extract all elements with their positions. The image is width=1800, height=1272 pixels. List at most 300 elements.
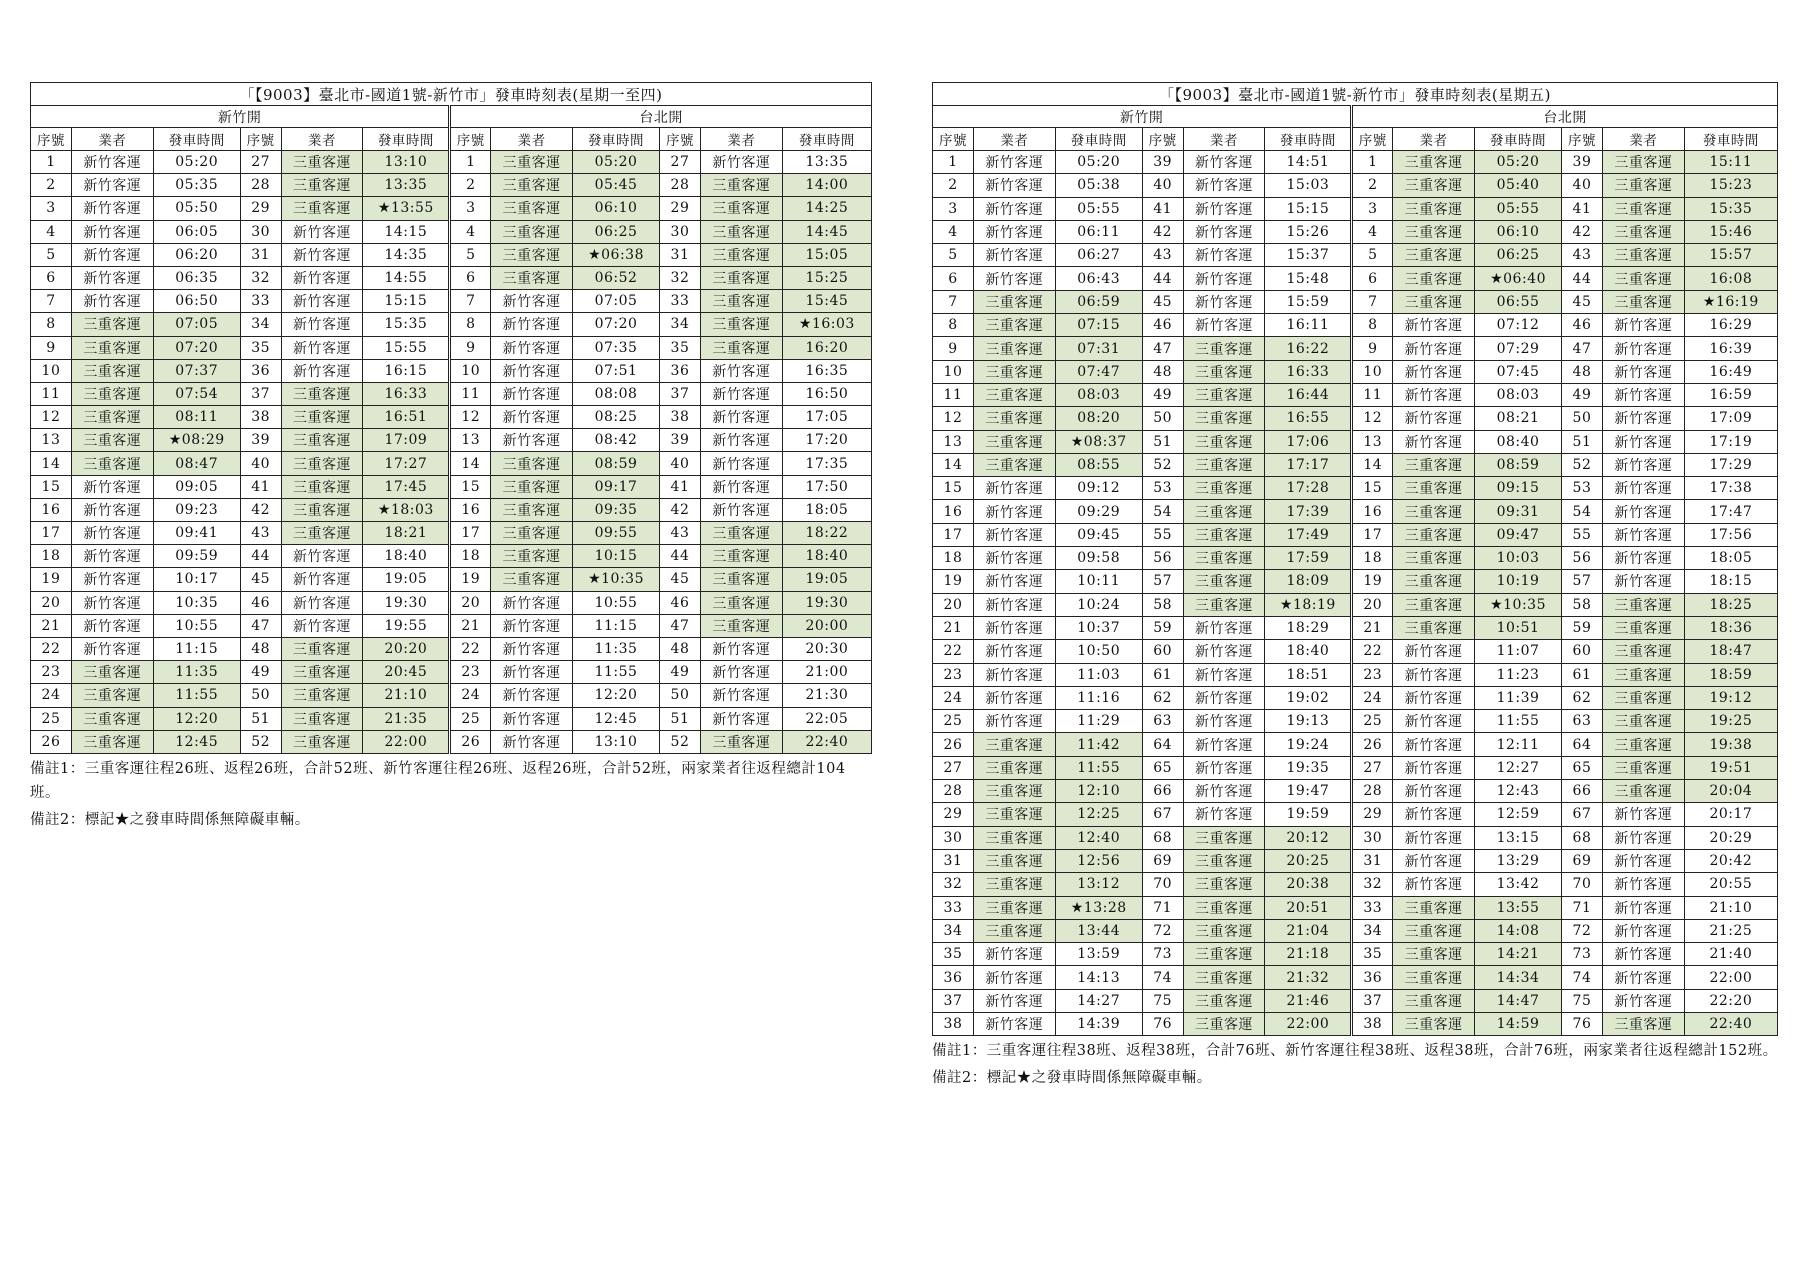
operator-cell: 新竹客運 (1602, 826, 1684, 849)
table-row (933, 197, 1778, 220)
departure-time-cell: 22:00 (1684, 966, 1777, 989)
seq-cell: 12 (933, 407, 974, 430)
timetable (30, 82, 872, 754)
seq-cell: 39 (240, 429, 281, 452)
seq-cell: 29 (240, 197, 281, 220)
departure-time-cell: 18:40 (782, 545, 871, 568)
seq-cell: 18 (31, 545, 72, 568)
departure-time-cell: 10:15 (573, 545, 660, 568)
operator-cell: 三重客運 (973, 453, 1055, 476)
departure-time-cell: 05:50 (153, 197, 240, 220)
departure-time-cell: ★13:28 (1055, 896, 1142, 919)
table-row (933, 826, 1778, 849)
operator-cell: 三重客運 (1183, 360, 1265, 383)
departure-time-cell: 09:05 (153, 475, 240, 498)
departure-time-cell: 12:10 (1055, 780, 1142, 803)
schedule-panel-fri (932, 82, 1778, 1093)
seq-cell: 35 (933, 943, 974, 966)
operator-cell: 三重客運 (1183, 430, 1265, 453)
departure-time-cell: 07:05 (153, 313, 240, 336)
departure-time-cell: 08:03 (1055, 383, 1142, 406)
departure-time-cell: 10:11 (1055, 570, 1142, 593)
table-row (31, 359, 872, 382)
departure-time-cell: 21:00 (782, 661, 871, 684)
departure-time-cell: 13:10 (363, 151, 450, 174)
operator-cell: 三重客運 (71, 429, 153, 452)
seq-cell: 73 (1562, 943, 1603, 966)
departure-time-cell: 18:21 (363, 522, 450, 545)
departure-time-cell: 22:00 (1265, 1012, 1352, 1035)
seq-cell: 32 (660, 266, 701, 289)
seq-cell: 39 (1562, 151, 1603, 174)
operator-cell: 三重客運 (1602, 244, 1684, 267)
seq-cell: 13 (31, 429, 72, 452)
departure-time-cell: 14:35 (363, 243, 450, 266)
seq-cell: 47 (660, 614, 701, 637)
operator-cell: 新竹客運 (1393, 733, 1475, 756)
table-row (933, 290, 1778, 313)
operator-cell: 新竹客運 (1602, 453, 1684, 476)
operator-cell: 三重客運 (1393, 547, 1475, 570)
operator-cell: 三重客運 (281, 707, 363, 730)
note-2: 備註2：標記★之發車時間係無障礙車輛。 (30, 811, 310, 828)
operator-cell: 新竹客運 (281, 243, 363, 266)
operator-cell: 新竹客運 (973, 616, 1055, 639)
operator-cell: 新竹客運 (1393, 640, 1475, 663)
seq-cell: 7 (450, 290, 491, 313)
operator-cell: 新竹客運 (1602, 849, 1684, 872)
seq-cell: 62 (1142, 686, 1183, 709)
seq-cell: 56 (1142, 547, 1183, 570)
operator-cell: 新竹客運 (973, 966, 1055, 989)
operator-cell: 三重客運 (700, 290, 782, 313)
table-row (933, 570, 1778, 593)
departure-time-cell: 07:20 (573, 313, 660, 336)
operator-cell: 三重客運 (1183, 873, 1265, 896)
departure-time-cell: 05:35 (153, 174, 240, 197)
departure-time-cell: 17:56 (1684, 523, 1777, 546)
departure-time-cell: 11:55 (573, 661, 660, 684)
table-row (31, 406, 872, 429)
seq-cell: 10 (933, 360, 974, 383)
departure-time-cell: 07:20 (153, 336, 240, 359)
seq-cell: 20 (31, 591, 72, 614)
table-row (31, 498, 872, 521)
departure-time-cell: 16:20 (782, 336, 871, 359)
table-row (31, 522, 872, 545)
operator-cell: 新竹客運 (700, 684, 782, 707)
operator-cell: 三重客運 (1602, 780, 1684, 803)
operator-cell: 三重客運 (973, 430, 1055, 453)
operator-cell: 三重客運 (1393, 500, 1475, 523)
seq-cell: 66 (1142, 780, 1183, 803)
seq-cell: 66 (1562, 780, 1603, 803)
seq-cell: 18 (933, 547, 974, 570)
seq-cell: 19 (31, 568, 72, 591)
operator-cell: 新竹客運 (1602, 407, 1684, 430)
departure-time-cell: 20:25 (1265, 849, 1352, 872)
departure-time-cell: 12:43 (1475, 780, 1562, 803)
departure-time-cell: 08:08 (573, 382, 660, 405)
departure-time-cell: 15:11 (1684, 151, 1777, 174)
seq-cell: 2 (1352, 174, 1393, 197)
operator-cell: 三重客運 (1393, 943, 1475, 966)
operator-cell: 三重客運 (1393, 919, 1475, 942)
operator-cell: 三重客運 (700, 243, 782, 266)
seq-cell: 68 (1142, 826, 1183, 849)
operator-cell: 新竹客運 (1183, 244, 1265, 267)
operator-cell: 三重客運 (71, 382, 153, 405)
table-row (933, 686, 1778, 709)
departure-time-cell: 15:15 (363, 290, 450, 313)
departure-time-cell: 05:40 (1475, 174, 1562, 197)
seq-cell: 7 (31, 290, 72, 313)
operator-cell: 三重客運 (1183, 570, 1265, 593)
operator-cell: 新竹客運 (973, 1012, 1055, 1035)
departure-time-cell: 19:55 (363, 614, 450, 637)
seq-cell: 24 (1352, 686, 1393, 709)
operator-cell: 三重客運 (973, 733, 1055, 756)
departure-time-cell: 09:17 (573, 475, 660, 498)
departure-time-cell: ★10:35 (573, 568, 660, 591)
column-header: 發車時間 (1475, 128, 1562, 151)
seq-cell: 52 (1562, 453, 1603, 476)
departure-time-cell: 06:25 (1475, 244, 1562, 267)
table-row (933, 943, 1778, 966)
seq-cell: 33 (933, 896, 974, 919)
operator-cell: 三重客運 (1602, 663, 1684, 686)
departure-time-cell: 12:11 (1475, 733, 1562, 756)
departure-time-cell: 15:26 (1265, 220, 1352, 243)
seq-cell: 19 (933, 570, 974, 593)
seq-cell: 44 (660, 545, 701, 568)
seq-cell: 27 (933, 756, 974, 779)
seq-cell: 31 (1352, 849, 1393, 872)
departure-time-cell: 21:32 (1265, 966, 1352, 989)
seq-cell: 37 (240, 382, 281, 405)
departure-time-cell: 05:20 (153, 151, 240, 174)
seq-cell: 32 (1352, 873, 1393, 896)
departure-time-cell: 17:45 (363, 475, 450, 498)
departure-time-cell: 17:27 (363, 452, 450, 475)
operator-cell: 新竹客運 (700, 707, 782, 730)
operator-cell: 三重客運 (700, 614, 782, 637)
departure-time-cell: ★06:38 (573, 243, 660, 266)
operator-cell: 三重客運 (71, 452, 153, 475)
operator-cell: 三重客運 (281, 498, 363, 521)
seq-cell: 21 (450, 614, 491, 637)
seq-cell: 50 (1562, 407, 1603, 430)
departure-time-cell: 17:17 (1265, 453, 1352, 476)
seq-cell: 36 (1352, 966, 1393, 989)
table-row (933, 803, 1778, 826)
operator-cell: 三重客運 (281, 730, 363, 753)
operator-cell: 新竹客運 (491, 591, 573, 614)
departure-time-cell: 10:55 (573, 591, 660, 614)
departure-time-cell: 08:59 (1475, 453, 1562, 476)
seq-cell: 1 (31, 151, 72, 174)
table-row (31, 266, 872, 289)
departure-time-cell: 11:16 (1055, 686, 1142, 709)
departure-time-cell: 08:21 (1475, 407, 1562, 430)
operator-cell: 新竹客運 (491, 359, 573, 382)
departure-time-cell: 16:35 (782, 359, 871, 382)
departure-time-cell: 13:12 (1055, 873, 1142, 896)
operator-cell: 新竹客運 (71, 591, 153, 614)
seq-cell: 24 (450, 684, 491, 707)
operator-cell: 新竹客運 (1183, 267, 1265, 290)
operator-cell: 新竹客運 (491, 661, 573, 684)
departure-time-cell: 18:05 (1684, 547, 1777, 570)
seq-cell: 38 (933, 1012, 974, 1035)
operator-cell: 三重客運 (1393, 896, 1475, 919)
table-row (933, 174, 1778, 197)
seq-cell: 10 (450, 359, 491, 382)
departure-time-cell: 18:51 (1265, 663, 1352, 686)
operator-cell: 新竹客運 (281, 336, 363, 359)
operator-cell: 新竹客運 (1393, 803, 1475, 826)
operator-cell: 三重客運 (491, 475, 573, 498)
seq-cell: 47 (1142, 337, 1183, 360)
seq-cell: 15 (1352, 477, 1393, 500)
seq-cell: 61 (1562, 663, 1603, 686)
direction-label-taipei: 台北開 (450, 106, 872, 128)
departure-time-cell: 07:31 (1055, 337, 1142, 360)
operator-cell: 新竹客運 (1183, 640, 1265, 663)
seq-cell: 12 (31, 406, 72, 429)
operator-cell: 新竹客運 (491, 382, 573, 405)
operator-cell: 三重客運 (281, 429, 363, 452)
operator-cell: 新竹客運 (491, 336, 573, 359)
seq-cell: 3 (1352, 197, 1393, 220)
departure-time-cell: 16:39 (1684, 337, 1777, 360)
operator-cell: 三重客運 (1602, 686, 1684, 709)
departure-time-cell: 11:55 (153, 684, 240, 707)
header-row (31, 128, 872, 151)
departure-time-cell: 21:04 (1265, 919, 1352, 942)
departure-time-cell: 14:00 (782, 174, 871, 197)
seq-cell: 76 (1562, 1012, 1603, 1035)
departure-time-cell: 09:23 (153, 498, 240, 521)
seq-cell: 16 (933, 500, 974, 523)
departure-time-cell: 21:46 (1265, 989, 1352, 1012)
table-row (933, 523, 1778, 546)
departure-time-cell: 11:29 (1055, 710, 1142, 733)
seq-cell: 4 (933, 220, 974, 243)
operator-cell: 三重客運 (1393, 220, 1475, 243)
operator-cell: 三重客運 (491, 197, 573, 220)
operator-cell: 三重客運 (1602, 593, 1684, 616)
departure-time-cell: 06:10 (1475, 220, 1562, 243)
seq-cell: 9 (450, 336, 491, 359)
departure-time-cell: 19:05 (782, 568, 871, 591)
seq-cell: 8 (31, 313, 72, 336)
departure-time-cell: 16:29 (1684, 314, 1777, 337)
operator-cell: 新竹客運 (1393, 756, 1475, 779)
seq-cell: 11 (450, 382, 491, 405)
operator-cell: 三重客運 (1183, 1012, 1265, 1035)
departure-time-cell: 14:47 (1475, 989, 1562, 1012)
operator-cell: 三重客運 (281, 522, 363, 545)
seq-cell: 34 (933, 919, 974, 942)
seq-cell: 20 (1352, 593, 1393, 616)
seq-cell: 47 (1562, 337, 1603, 360)
seq-cell: 36 (933, 966, 974, 989)
operator-cell: 新竹客運 (71, 243, 153, 266)
table-row (933, 337, 1778, 360)
operator-cell: 新竹客運 (1602, 477, 1684, 500)
departure-time-cell: 18:09 (1265, 570, 1352, 593)
column-header: 業者 (491, 128, 573, 151)
operator-cell: 三重客運 (973, 780, 1055, 803)
departure-time-cell: ★06:40 (1475, 267, 1562, 290)
table-row (933, 407, 1778, 430)
seq-cell: 10 (1352, 360, 1393, 383)
departure-time-cell: 14:15 (363, 220, 450, 243)
seq-cell: 71 (1142, 896, 1183, 919)
table-row (933, 430, 1778, 453)
seq-cell: 22 (450, 637, 491, 660)
departure-time-cell: 09:15 (1475, 477, 1562, 500)
seq-cell: 9 (933, 337, 974, 360)
operator-cell: 新竹客運 (281, 591, 363, 614)
notes (932, 1039, 1778, 1090)
departure-time-cell: 07:37 (153, 359, 240, 382)
operator-cell: 新竹客運 (973, 663, 1055, 686)
departure-time-cell: 19:59 (1265, 803, 1352, 826)
seq-cell: 23 (31, 661, 72, 684)
departure-time-cell: 15:55 (363, 336, 450, 359)
seq-cell: 44 (1142, 267, 1183, 290)
operator-cell: 新竹客運 (71, 475, 153, 498)
operator-cell: 新竹客運 (1602, 989, 1684, 1012)
operator-cell: 新竹客運 (1393, 873, 1475, 896)
operator-cell: 三重客運 (973, 896, 1055, 919)
departure-time-cell: 20:30 (782, 637, 871, 660)
departure-time-cell: 17:29 (1684, 453, 1777, 476)
operator-cell: 新竹客運 (1602, 919, 1684, 942)
departure-time-cell: 15:25 (782, 266, 871, 289)
departure-time-cell: 19:30 (363, 591, 450, 614)
operator-cell: 新竹客運 (71, 197, 153, 220)
table-row (933, 151, 1778, 174)
operator-cell: 新竹客運 (1183, 710, 1265, 733)
seq-cell: 35 (240, 336, 281, 359)
seq-cell: 45 (1562, 290, 1603, 313)
seq-cell: 1 (450, 151, 491, 174)
operator-cell: 新竹客運 (491, 290, 573, 313)
departure-time-cell: 17:50 (782, 475, 871, 498)
operator-cell: 三重客運 (281, 684, 363, 707)
departure-time-cell: 22:00 (363, 730, 450, 753)
operator-cell: 三重客運 (1183, 989, 1265, 1012)
seq-cell: 35 (1352, 943, 1393, 966)
operator-cell: 新竹客運 (700, 359, 782, 382)
operator-cell: 三重客運 (973, 873, 1055, 896)
seq-cell: 6 (450, 266, 491, 289)
departure-time-cell: 22:40 (1684, 1012, 1777, 1035)
departure-time-cell: 18:47 (1684, 640, 1777, 663)
operator-cell: 新竹客運 (1183, 756, 1265, 779)
seq-cell: 3 (933, 197, 974, 220)
seq-cell: 6 (933, 267, 974, 290)
operator-cell: 三重客運 (1183, 337, 1265, 360)
timetable-title: 「【9003】臺北市-國道1號-新竹市」發車時刻表(星期一至四) (31, 83, 872, 106)
departure-time-cell: 08:25 (573, 406, 660, 429)
operator-cell: 三重客運 (281, 174, 363, 197)
departure-time-cell: 13:29 (1475, 849, 1562, 872)
departure-time-cell: 16:55 (1265, 407, 1352, 430)
seq-cell: 30 (660, 220, 701, 243)
seq-cell: 52 (660, 730, 701, 753)
operator-cell: 三重客運 (1183, 849, 1265, 872)
seq-cell: 51 (660, 707, 701, 730)
operator-cell: 三重客運 (1393, 290, 1475, 313)
operator-cell: 新竹客運 (700, 382, 782, 405)
departure-time-cell: 13:44 (1055, 919, 1142, 942)
operator-cell: 新竹客運 (973, 989, 1055, 1012)
seq-cell: 25 (31, 707, 72, 730)
operator-cell: 三重客運 (1393, 453, 1475, 476)
seq-cell: 51 (1562, 430, 1603, 453)
operator-cell: 新竹客運 (700, 661, 782, 684)
operator-cell: 新竹客運 (71, 290, 153, 313)
departure-time-cell: ★08:37 (1055, 430, 1142, 453)
seq-cell: 53 (1142, 477, 1183, 500)
seq-cell: 45 (240, 568, 281, 591)
departure-time-cell: 06:55 (1475, 290, 1562, 313)
departure-time-cell: 20:00 (782, 614, 871, 637)
column-header: 業者 (71, 128, 153, 151)
operator-cell: 新竹客運 (1183, 663, 1265, 686)
operator-cell: 三重客運 (1183, 919, 1265, 942)
operator-cell: 新竹客運 (1393, 360, 1475, 383)
timetable-body (933, 83, 1778, 1036)
table-row (933, 663, 1778, 686)
table-row (933, 989, 1778, 1012)
operator-cell: 三重客運 (1183, 383, 1265, 406)
note-1: 備註1：三重客運往程26班、返程26班，合計52班、新竹客運往程26班、返程26班，合計52班，兩家業者往返程總計104班。 (30, 760, 846, 801)
operator-cell: 新竹客運 (71, 498, 153, 521)
seq-cell: 75 (1562, 989, 1603, 1012)
table-row (933, 453, 1778, 476)
operator-cell: 三重客運 (700, 174, 782, 197)
departure-time-cell: 20:38 (1265, 873, 1352, 896)
departure-time-cell: 13:55 (1475, 896, 1562, 919)
table-row (31, 382, 872, 405)
operator-cell: 新竹客運 (1393, 337, 1475, 360)
operator-cell: 新竹客運 (491, 406, 573, 429)
table-row (31, 545, 872, 568)
seq-cell: 1 (1352, 151, 1393, 174)
departure-time-cell: 10:37 (1055, 616, 1142, 639)
operator-cell: 新竹客運 (1602, 430, 1684, 453)
seq-cell: 13 (1352, 430, 1393, 453)
departure-time-cell: 17:47 (1684, 500, 1777, 523)
departure-time-cell: 21:35 (363, 707, 450, 730)
seq-cell: 72 (1562, 919, 1603, 942)
seq-cell: 70 (1142, 873, 1183, 896)
table-row (933, 733, 1778, 756)
operator-cell: 三重客運 (973, 407, 1055, 430)
departure-time-cell: 19:02 (1265, 686, 1352, 709)
operator-cell: 新竹客運 (1393, 663, 1475, 686)
seq-cell: 11 (1352, 383, 1393, 406)
seq-cell: 9 (31, 336, 72, 359)
seq-cell: 30 (1352, 826, 1393, 849)
seq-cell: 2 (31, 174, 72, 197)
operator-cell: 三重客運 (491, 243, 573, 266)
